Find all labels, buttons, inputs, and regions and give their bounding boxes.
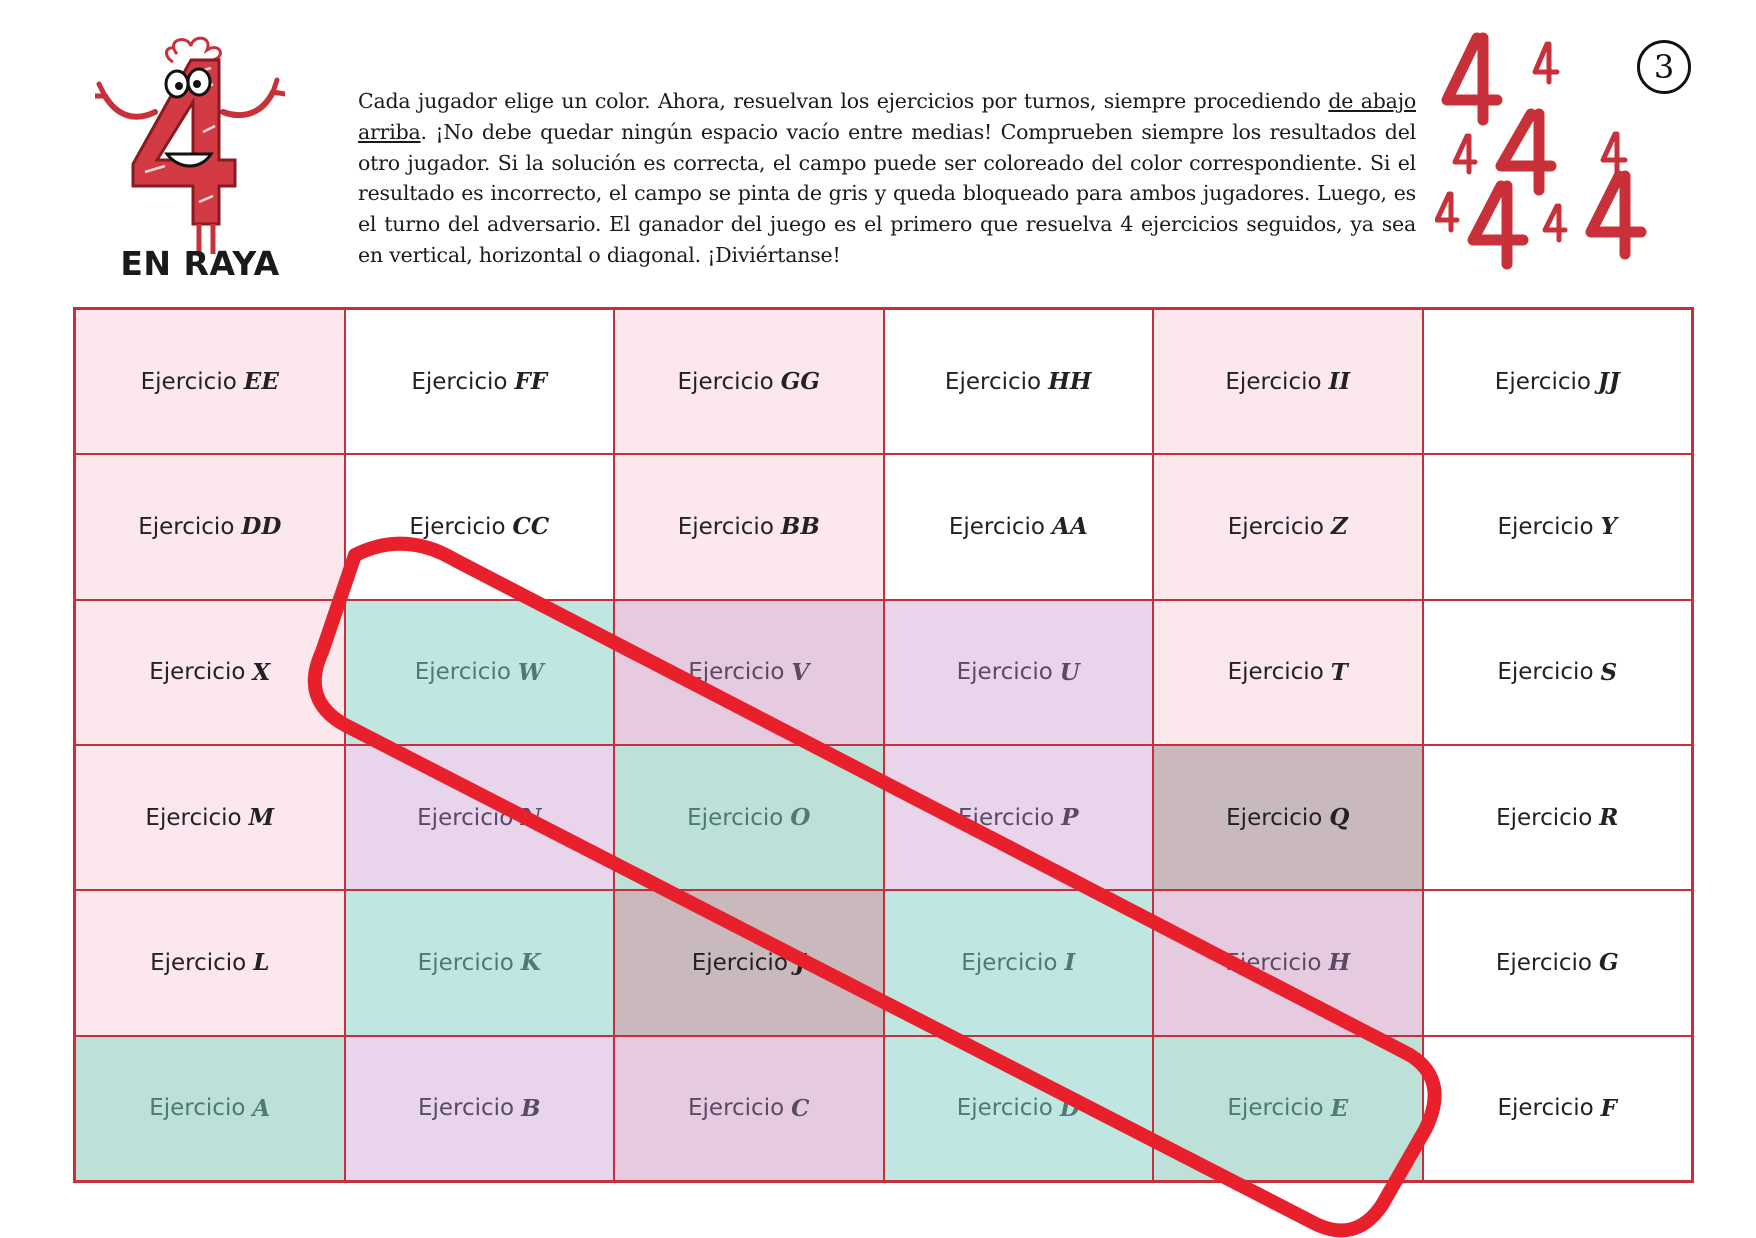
board-cell[interactable] [345, 309, 615, 454]
board-cell[interactable] [1153, 309, 1423, 454]
logo-title: EN RAYA [120, 244, 280, 283]
cell-label: Ejercicio [1497, 513, 1594, 540]
board-cell[interactable] [75, 745, 345, 890]
cell-letter: H [1328, 949, 1351, 977]
cell-letter: S [1600, 658, 1618, 686]
board-cell[interactable] [614, 745, 884, 890]
board-cell[interactable] [884, 600, 1154, 745]
board-cell[interactable] [884, 1036, 1154, 1181]
cell-letter: Z [1330, 513, 1348, 541]
page-number-badge: 3 [1637, 40, 1691, 94]
board-cell[interactable] [1423, 600, 1693, 745]
cell-letter: A [252, 1094, 271, 1122]
cell-label: Ejercicio [417, 949, 514, 976]
board-cell[interactable] [614, 890, 884, 1035]
board-cell[interactable] [1423, 454, 1693, 599]
cell-letter: F [1600, 1094, 1617, 1122]
cell-label: Ejercicio [958, 804, 1055, 831]
board-cell[interactable] [75, 1036, 345, 1181]
game-board [73, 307, 1694, 1183]
board-cell[interactable] [1423, 890, 1693, 1035]
board-cell[interactable] [1423, 1036, 1693, 1181]
cell-label: Ejercicio [1227, 1095, 1324, 1122]
cell-label: Ejercicio [944, 368, 1042, 395]
cell-label: Ejercicio [688, 659, 785, 686]
cell-label: Ejercicio [677, 368, 774, 395]
cell-letter: X [252, 658, 271, 686]
board-cell[interactable] [614, 1036, 884, 1181]
cell-letter: G [1599, 949, 1619, 977]
cell-label: Ejercicio [688, 1095, 785, 1122]
cell-letter: GG [780, 368, 820, 396]
cell-label: Ejercicio [150, 949, 247, 976]
cell-letter: DD [241, 513, 282, 541]
board-cell[interactable] [884, 454, 1154, 599]
board-cell[interactable] [614, 309, 884, 454]
cell-label: Ejercicio [138, 513, 235, 540]
cell-label: Ejercicio [409, 513, 506, 540]
cell-label: Ejercicio [1496, 804, 1593, 831]
instructions-part2: . ¡No debe quedar ningún espacio vacío entre medias! Comprueben siempre los resultados del otro jugador. Si la solución es correcta, el campo puede ser coloreado del color correspondiente. Si el resultado es incorrecto, el campo se pinta de gris y queda bloqueado para ambos jugadores. Luego, es el turno del adversario. El ganador del juego es el primero que resuelva 4 ejercicios seguidos, ya sea en vertical, horizontal o diagonal. ¡Diviértanse! [358, 119, 1416, 267]
cell-letter: T [1330, 658, 1348, 686]
cell-letter: M [248, 804, 275, 832]
cell-letter: K [520, 949, 541, 977]
instructions-underlined: de abajo arriba [358, 89, 1416, 144]
cell-label: Ejercicio [687, 804, 784, 831]
cell-letter: EE [243, 368, 279, 396]
cell-label: Ejercicio [961, 949, 1058, 976]
board-cell[interactable] [345, 454, 615, 599]
board-cell[interactable] [1153, 454, 1423, 599]
cell-label: Ejercicio [414, 659, 511, 686]
board-cell[interactable] [75, 890, 345, 1035]
cell-letter: Q [1329, 804, 1350, 832]
cell-label: Ejercicio [1494, 368, 1591, 395]
cell-letter: J [794, 949, 806, 977]
board-cell[interactable] [75, 600, 345, 745]
board-cell[interactable] [1423, 745, 1693, 890]
cell-label: Ejercicio [145, 804, 242, 831]
cell-label: Ejercicio [1227, 513, 1324, 540]
instructions-part1: Cada jugador elige un color. Ahora, resuelvan los ejercicios por turnos, siempre procediendo [358, 89, 1329, 113]
board-cell[interactable] [75, 454, 345, 599]
cell-label: Ejercicio [956, 1095, 1053, 1122]
cell-label: Ejercicio [149, 659, 246, 686]
cell-label: Ejercicio [149, 1095, 246, 1122]
cell-label: Ejercicio [1495, 949, 1592, 976]
instructions-text [358, 86, 1416, 271]
board-cell[interactable] [614, 600, 884, 745]
cell-label: Ejercicio [1497, 1095, 1594, 1122]
cell-letter: N [520, 804, 542, 832]
cell-label: Ejercicio [956, 659, 1053, 686]
cell-label: Ejercicio [417, 804, 514, 831]
cell-letter: W [517, 658, 544, 686]
board-cell[interactable] [75, 309, 345, 454]
cell-letter: L [253, 949, 270, 977]
cell-letter: B [521, 1094, 541, 1122]
cell-letter: I [1064, 949, 1076, 977]
board-cell[interactable] [884, 745, 1154, 890]
cell-letter: CC [512, 513, 550, 541]
cell-label: Ejercicio [691, 949, 788, 976]
cell-label: Ejercicio [1226, 804, 1323, 831]
board-cell[interactable] [345, 600, 615, 745]
cell-letter: JJ [1597, 368, 1620, 396]
cell-letter: BB [780, 513, 820, 541]
cell-letter: C [791, 1094, 810, 1122]
board-cell[interactable] [345, 890, 615, 1035]
board-cell[interactable] [884, 890, 1154, 1035]
cell-label: Ejercicio [677, 513, 774, 540]
board-cell[interactable] [345, 1036, 615, 1181]
board-cell[interactable] [884, 309, 1154, 454]
cell-label: Ejercicio [1225, 368, 1322, 395]
cell-letter: II [1328, 368, 1351, 396]
cell-letter: HH [1048, 368, 1092, 396]
cell-label: Ejercicio [1497, 659, 1594, 686]
cell-letter: U [1059, 658, 1080, 686]
cell-letter: FF [514, 368, 548, 396]
board-cell[interactable] [1153, 745, 1423, 890]
board-cell[interactable] [345, 745, 615, 890]
cell-label: Ejercicio [411, 368, 508, 395]
board-cell[interactable] [1153, 600, 1423, 745]
cell-label: Ejercicio [1225, 949, 1322, 976]
cell-letter: E [1330, 1094, 1349, 1122]
board-cell[interactable] [614, 454, 884, 599]
cell-label: Ejercicio [417, 1095, 515, 1122]
board-cell[interactable] [1423, 309, 1693, 454]
cell-letter: D [1059, 1094, 1080, 1122]
cell-label: Ejercicio [140, 368, 237, 395]
cell-letter: P [1061, 804, 1079, 832]
cell-letter: O [790, 804, 811, 832]
cell-label: Ejercicio [948, 513, 1045, 540]
cell-letter: R [1599, 804, 1619, 832]
cell-letter: V [791, 658, 810, 686]
cell-letter: AA [1051, 513, 1088, 541]
board-cell[interactable] [1153, 890, 1423, 1035]
cell-letter: Y [1600, 513, 1618, 541]
board-cell[interactable] [1153, 1036, 1423, 1181]
cell-label: Ejercicio [1227, 659, 1324, 686]
